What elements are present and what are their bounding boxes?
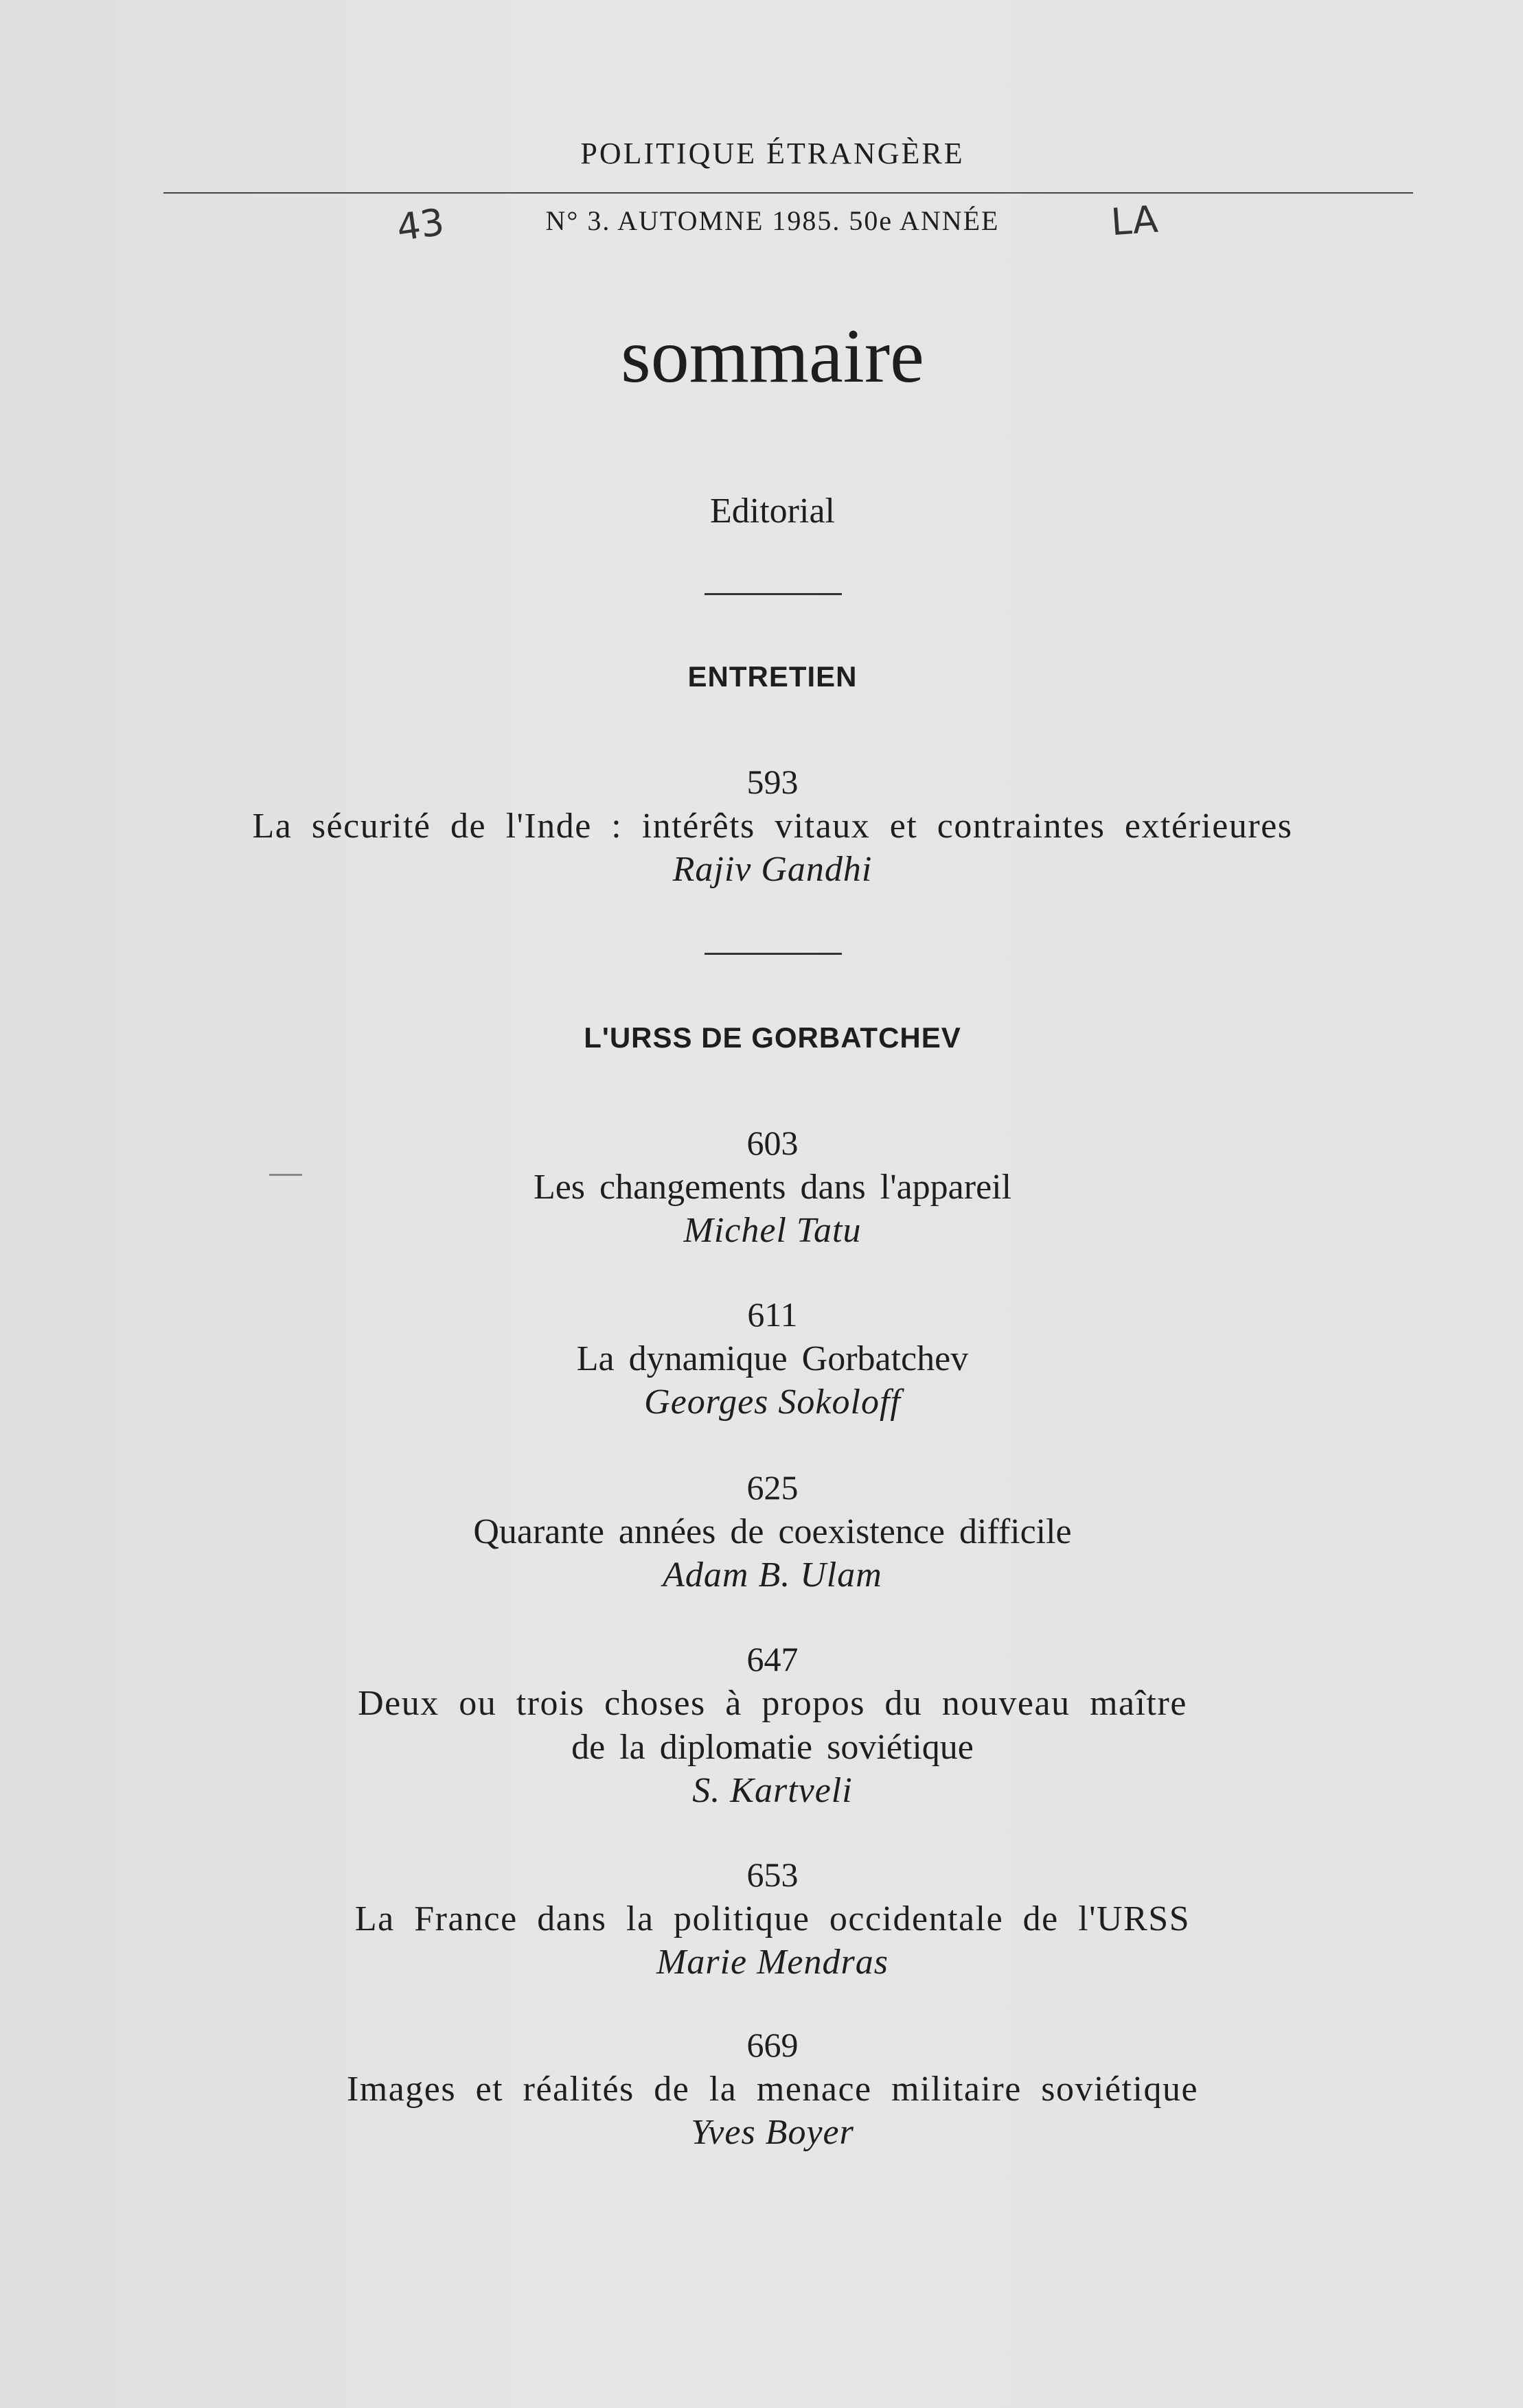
article-author: Rajiv Gandhi <box>672 850 873 889</box>
journal-title: POLITIQUE ÉTRANGÈRE <box>580 137 965 170</box>
editorial-label: Editorial <box>710 491 835 531</box>
handwritten-note-left: 43 <box>393 200 447 250</box>
header-rule <box>163 192 1413 194</box>
section-heading-entretien: ENTRETIEN <box>687 660 858 693</box>
divider <box>705 593 842 595</box>
page-number: 603 <box>746 1124 799 1162</box>
toc-entry <box>0 759 1523 891</box>
page-title: sommaire <box>621 314 924 399</box>
divider <box>705 953 842 955</box>
page-number: 611 <box>747 1295 798 1334</box>
article-author: Yves Boyer <box>691 2113 854 2152</box>
article-title: Deux ou trois choses à propos du nouveau maître <box>358 1684 1187 1723</box>
page-number: 593 <box>746 763 799 801</box>
article-title: La dynamique Gorbatchev <box>576 1339 969 1378</box>
handwritten-note-right: LA <box>1109 197 1160 244</box>
toc-entry <box>0 1852 1523 1984</box>
page-number: 647 <box>746 1640 799 1678</box>
article-title: La sécurité de l'Inde : intérêts vitaux et contraintes extérieures <box>252 807 1293 846</box>
article-author: Adam B. Ulam <box>663 1555 882 1595</box>
section-heading-urss: L'URSS DE GORBATCHEV <box>584 1021 961 1054</box>
page-number: 625 <box>746 1468 799 1507</box>
article-title: La France dans la politique occidentale de l'URSS <box>354 1899 1191 1938</box>
toc-entry <box>0 2022 1523 2154</box>
article-author: S. Kartveli <box>692 1771 853 1810</box>
article-title-line2: de la diplomatie soviétique <box>571 1728 974 1767</box>
article-author: Marie Mendras <box>656 1943 889 1982</box>
issue-line: N° 3. AUTOMNE 1985. 50e ANNÉE <box>545 205 1000 236</box>
article-title: Les changements dans l'appareil <box>533 1168 1012 1207</box>
article-author: Michel Tatu <box>683 1211 862 1250</box>
toc-entry <box>0 1120 1523 1252</box>
article-title: Images et réalités de la menace militaire soviétique <box>346 2070 1199 2109</box>
page-number: 653 <box>746 1855 799 1894</box>
toc-entry <box>0 1465 1523 1597</box>
toc-entry <box>0 1292 1523 1424</box>
article-title: Quarante années de coexistence difficile <box>473 1512 1072 1551</box>
toc-entry <box>0 1636 1523 1812</box>
page-number: 669 <box>746 2026 799 2064</box>
article-author: Georges Sokoloff <box>644 1382 901 1422</box>
